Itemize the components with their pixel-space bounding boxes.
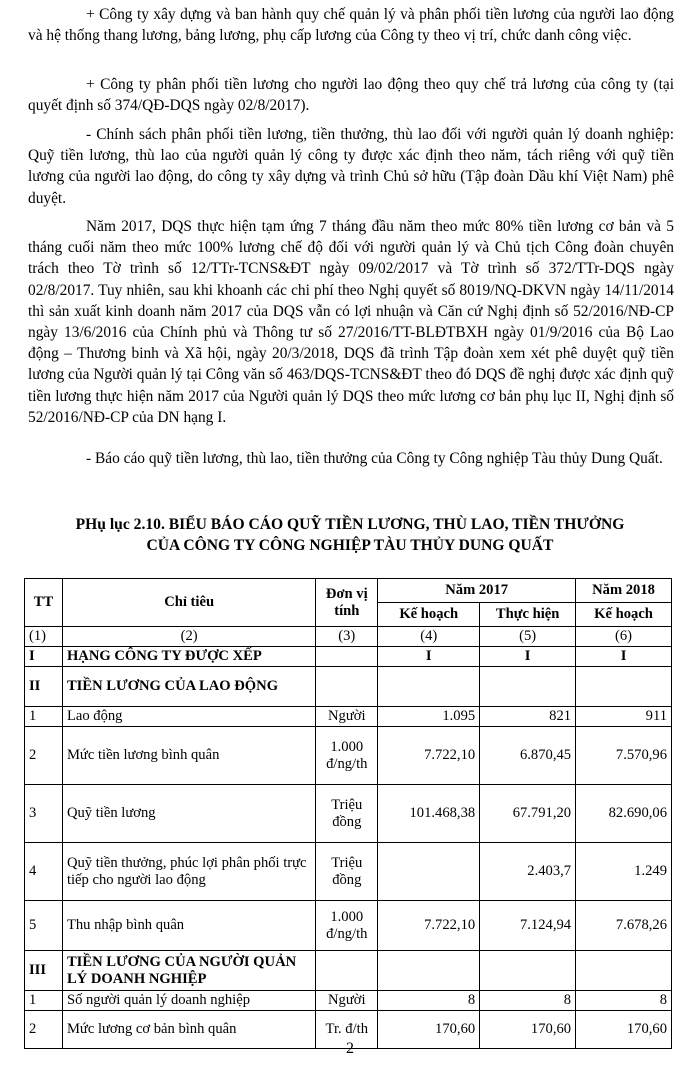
value-cell: 170,60 [480,1011,576,1049]
row-number: 4 [25,843,63,901]
appendix-heading-line-1: PHụ lục 2.10. BIỂU BÁO CÁO QUỸ TIỀN LƯƠNG, THÙ LAO, TIỀN THƯỞNG [75,516,625,533]
section-number: II [25,667,63,707]
value-cell: 1.095 [378,707,480,727]
index-cell: (2) [62,627,315,647]
section-number: III [25,951,63,991]
section-label: HẠNG CÔNG TY ĐƯỢC XẾP [62,647,315,667]
unit-cell: 1.000 đ/ng/th [316,727,378,785]
value-cell: 6.870,45 [480,727,576,785]
row-label: Mức lương cơ bản bình quân [62,1011,315,1049]
value-cell: I [480,647,576,667]
index-cell: (5) [480,627,576,647]
section-label: TIỀN LƯƠNG CỦA LAO ĐỘNG [62,667,315,707]
salary-report-table [24,578,672,1049]
value-cell: 7.124,94 [480,901,576,951]
row-number: 1 [25,991,63,1011]
index-cell: (3) [316,627,378,647]
header-nam-2017: Năm 2017 [378,579,576,603]
row-label: Mức tiền lương bình quân [62,727,315,785]
value-cell: 8 [576,991,672,1011]
header-ke-hoach-2018: Kế hoạch [576,603,672,627]
value-cell: 7.570,96 [576,727,672,785]
section-row [25,647,672,667]
table-row [25,727,672,785]
unit-cell: Người [316,991,378,1011]
unit-cell: Triệu đồng [316,843,378,901]
index-cell: (1) [25,627,63,647]
paragraph-2: + Công ty phân phối tiền lương cho người lao động theo quy chế trả lương của công ty (tại quyết định số 374/QĐ-DQS ngày 02/8/2017). [28,76,674,115]
row-number: 1 [25,707,63,727]
unit-cell: Triệu đồng [316,785,378,843]
value-cell [378,843,480,901]
appendix-heading [20,514,680,556]
row-number: 3 [25,785,63,843]
table-row [25,901,672,951]
value-cell: 1.249 [576,843,672,901]
row-label: Lao động [62,707,315,727]
table-row [25,707,672,727]
index-cell: (6) [576,627,672,647]
value-cell: 67.791,20 [480,785,576,843]
value-cell: 2.403,7 [480,843,576,901]
value-cell: 82.690,06 [576,785,672,843]
section-row [25,667,672,707]
row-label: Quỹ tiền thưởng, phúc lợi phân phối trực tiếp cho người lao động [62,843,315,901]
unit-cell: Người [316,707,378,727]
table-row [25,785,672,843]
section-number: I [25,647,63,667]
paragraph-5: - Báo cáo quỹ tiền lương, thù lao, tiền thưởng của Công ty Công nghiệp Tàu thủy Dung Quất. [86,450,663,467]
unit-cell: Tr. đ/th [316,1011,378,1049]
paragraph-1: + Công ty xây dựng và ban hành quy chế quản lý và phân phối tiền lương của người lao động và hệ thống thang lương, bảng lương, phụ cấp lương của Công ty theo vị trí, chức danh công việc. [28,6,674,45]
value-cell: 821 [480,707,576,727]
table-row [25,843,672,901]
value-cell [576,667,672,707]
value-cell: 7.678,26 [576,901,672,951]
value-cell: 7.722,10 [378,727,480,785]
row-number: 5 [25,901,63,951]
paragraph-3: - Chính sách phân phối tiền lương, tiền thưởng, thù lao đối với người quản lý doanh nghiệp: Quỹ tiền lương, thù lao của người quản lý công ty được xác định theo năm, tách riêng với quỹ tiền lương của người lao động, do công ty xây dựng và trình Chủ sở hữu (Tập đoàn Dầu khí Việt Nam) phê duyệt. [28,126,674,207]
header-tt: TT [25,579,63,627]
page-number: 2 [346,1040,354,1057]
table-row [25,991,672,1011]
value-cell [480,951,576,991]
row-number: 2 [25,1011,63,1049]
unit-cell [316,647,378,667]
appendix-heading-line-2: CỦA CÔNG TY CÔNG NGHIỆP TÀU THỦY DUNG QUẤT [146,537,554,554]
value-cell: 8 [480,991,576,1011]
section-label: TIỀN LƯƠNG CỦA NGƯỜI QUẢN LÝ DOANH NGHIỆP [62,951,315,991]
value-cell: 170,60 [378,1011,480,1049]
value-cell: 7.722,10 [378,901,480,951]
row-label: Quỹ tiền lương [62,785,315,843]
header-thuc-hien-2017: Thực hiện [480,603,576,627]
paragraph-4: Năm 2017, DQS thực hiện tạm ứng 7 tháng đầu năm theo mức 80% tiền lương cơ bản và 5 tháng cuối năm theo mức 100% lương chế độ đối với người quản lý và Chủ tịch Công đoàn chuyên trách theo Tờ trình số 12/TTr-TCNS&ĐT ngày 09/02/2017 và Tờ trình số 372/TTr-DQS ngày 02/8/2017. Tuy nhiên, sau khi khoanh các chi phí theo Nghị quyết số 8019/NQ-DKVN ngày 14/11/2014 thì sản xuất kinh doanh năm 2017 của DQS vẫn có lợi nhuận và Căn cứ Nghị định số 52/2016/NĐ-CP ngày 13/6/2016 của Chính phủ và Thông tư số 27/2016/TT-BLĐTBXH ngày 01/9/2016 của Bộ Lao động – Thương binh và Xã hội, ngày 20/3/2018, DQS đã trình Tập đoàn xem xét phê duyệt quỹ tiền lương của Người quản lý tại Công văn số 463/DQS-TCNS&ĐT theo đó DQS đề nghị được xác định quỹ tiền lương thực hiện năm 2017 của Người quản lý DQS theo mức lương cơ bản phụ lục II, Nghị định số 52/2016/NĐ-CP của DN hạng I. [28,218,674,426]
value-cell [576,951,672,991]
value-cell [480,667,576,707]
value-cell: 101.468,38 [378,785,480,843]
value-cell: 8 [378,991,480,1011]
value-cell [378,951,480,991]
header-chi-tieu: Chỉ tiêu [62,579,315,627]
value-cell: I [378,647,480,667]
value-cell: 911 [576,707,672,727]
unit-cell: 1.000 đ/ng/th [316,901,378,951]
row-label: Số người quản lý doanh nghiệp [62,991,315,1011]
row-number: 2 [25,727,63,785]
header-nam-2018: Năm 2018 [576,579,672,603]
value-cell [378,667,480,707]
section-row [25,951,672,991]
unit-cell [316,951,378,991]
header-don-vi: Đơn vị tính [316,579,378,627]
header-ke-hoach-2017: Kế hoạch [378,603,480,627]
row-label: Thu nhập bình quân [62,901,315,951]
value-cell: I [576,647,672,667]
index-cell: (4) [378,627,480,647]
value-cell: 170,60 [576,1011,672,1049]
unit-cell [316,667,378,707]
